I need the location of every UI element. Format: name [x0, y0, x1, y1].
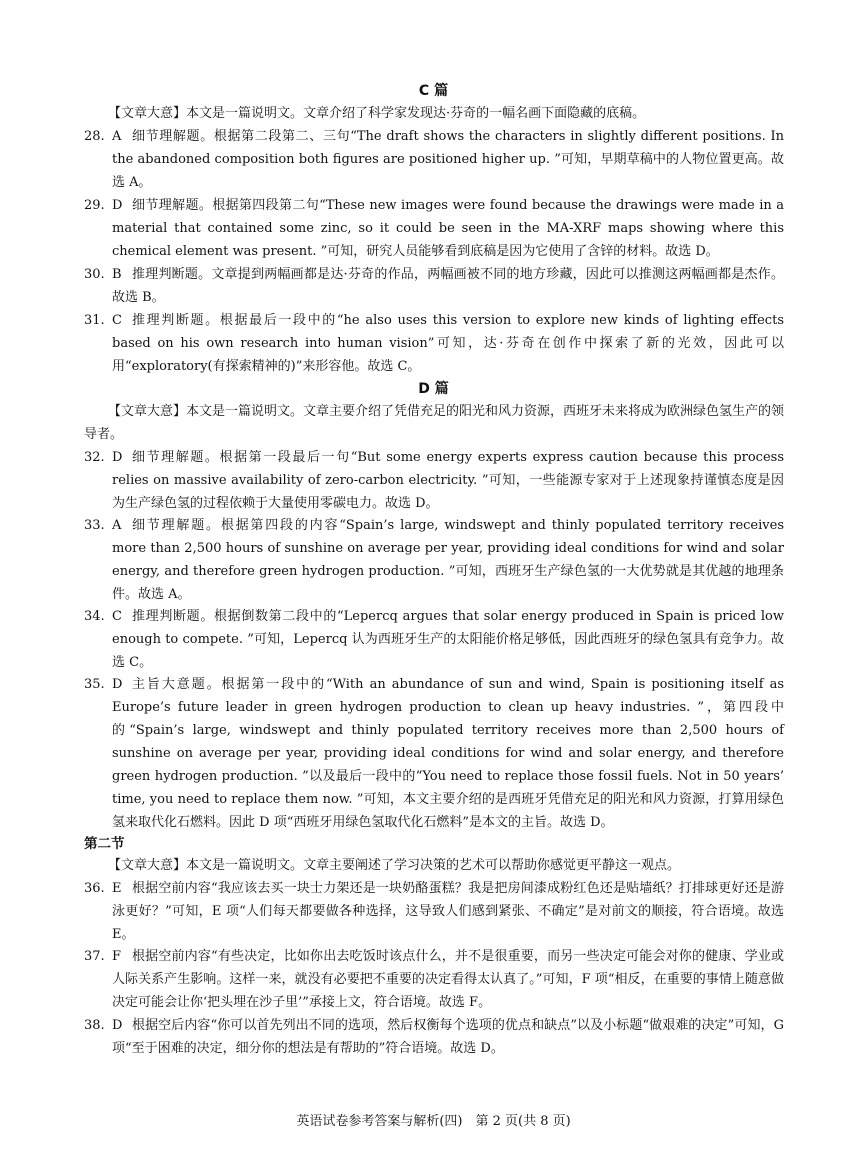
item-number: 32. [84, 450, 105, 465]
item-explanation: 推理判断题。根据最后一段中的“he also uses this version to explore new kinds of lighting effects based on his own research into human vision”可知，达·芬奇在创作中探索了新的光效，因此可以用“exploratory(有探索精神的)”来形容他。故选 C。 [112, 313, 784, 374]
item-explanation: 细节理解题。根据第四段第二句“These new images were found because the drawings were made in a material that contained some zinc, so it could be seen in the MA-XRF maps showing where this chemical element was present. ”可知，研究人员能够看到底稿是因为它使用了含锌的材料。故选 D。 [112, 198, 784, 259]
item-answer: C [112, 609, 122, 624]
answer-item-33 [84, 514, 784, 606]
answer-item-36 [84, 877, 784, 946]
section-d-summary: 【文章大意】本文是一篇说明文。文章主要介绍了凭借充足的阳光和风力资源，西班牙未来将成为欧洲绿色氢生产的领导者。 [84, 404, 785, 442]
item-number: 33. [84, 518, 105, 533]
answer-item-32 [84, 446, 784, 515]
part2-summary: 【文章大意】本文是一篇说明文。文章主要阐述了学习决策的艺术可以帮助你感觉更平静这一观点。 [108, 858, 681, 873]
item-explanation: 根据空后内容“你可以首先列出不同的选项，然后权衡每个选项的优点和缺点”以及小标题“做艰难的决定”可知，G 项“至于困难的决定，细分你的想法是有帮助的”符合语境。故选 D。 [112, 1018, 784, 1056]
item-explanation: 细节理解题。根据第二段第二、三句“The draft shows the characters in slightly different positions. In the abandoned composition both figures are positioned higher up. ”可知，早期草稿中的人物位置更高。故选 A。 [112, 129, 784, 190]
item-explanation: 细节理解题。根据第四段的内容“Spain’s large, windswept and thinly populated territory receives more than 2,500 hours of sunshine on average per year, providing ideal conditions for wind and solar energy, and therefore green hydrogen production. ”可知，西班牙生产绿色氢的一大优势就是其优越的地理条件。故选 A。 [112, 518, 784, 602]
item-number: 30. [84, 267, 105, 282]
answer-item-37 [84, 945, 784, 1014]
section-c-summary: 【文章大意】本文是一篇说明文。文章介绍了科学家发现达·芬奇的一幅名画下面隐藏的底稿。 [108, 106, 646, 121]
section-title-d: D 篇 [418, 381, 449, 397]
item-answer: A [112, 518, 122, 533]
item-number: 36. [84, 881, 105, 896]
item-explanation: 根据空前内容“我应该去买一块士力架还是一块奶酪蛋糕？我是把房间漆成粉红色还是贴墙纸？打排球更好还是游泳更好？”可知，E 项“人们每天都要做各种选择，这导致人们感到紧张、不确定”是对前文的顺接，符合语境。故选 E。 [112, 881, 784, 942]
section-title-part2: 第二节 [84, 836, 125, 852]
page-footer: 英语试卷参考答案与解析(四) 第 2 页(共 8 页) [296, 1114, 571, 1129]
item-explanation: 根据空前内容“有些决定，比如你出去吃饭时该点什么，并不是很重要，而另一些决定可能会对你的健康、学业或人际关系产生影响。这样一来，就没有必要把不重要的决定看得太认真了。”可知，F 项“相反，在重要的事情上随意做决定可能会让你‘把头埋在沙子里’”承接上文，符合语境。故选 F。 [112, 949, 784, 1010]
item-explanation: 主旨大意题。根据第一段中的“With an abundance of sun and wind, Spain is positioning itself as Europe’s future leader in green hydrogen production to clean up heavy industries. ”，第四段中的“Spain’s large, windswept and thinly populated territory receives more than 2,500 hours of sunshine on average per year, providing ideal conditions for wind and solar energy, and therefore green hydrogen production. ”以及最后一段中的“You need to replace those fossil fuels. Not in 50 years’ time, you need to replace them now. ”可知，本文主要介绍的是西班牙凭借充足的阳光和风力资源，打算用绿色氢来取代化石燃料。因此 D 项“西班牙用绿色氢取代化石燃料”是本文的主旨。故选 D。 [112, 677, 784, 830]
answer-item-34 [84, 605, 784, 674]
answer-item-35 [84, 673, 784, 834]
item-explanation: 推理判断题。根据倒数第二段中的“Lepercq argues that solar energy produced in Spain is priced low enough to compete. ”可知，Lepercq 认为西班牙生产的太阳能价格足够低，因此西班牙的绿色氢具有竞争力。故选 C。 [112, 609, 784, 670]
answer-item-30 [84, 263, 784, 309]
item-answer: D [112, 198, 123, 213]
item-number: 29. [84, 198, 105, 213]
item-answer: B [112, 267, 122, 282]
item-answer: E [112, 881, 122, 896]
item-explanation: 推理判断题。文章提到两幅画都是达·芬奇的作品，两幅画被不同的地方珍藏，因此可以推测这两幅画都是杰作。故选 B。 [112, 267, 784, 305]
item-number: 35. [84, 677, 105, 692]
item-number: 31. [84, 313, 105, 328]
item-number: 37. [84, 949, 105, 964]
answer-item-29 [84, 194, 784, 263]
item-answer: A [112, 129, 122, 144]
answer-item-31 [84, 309, 784, 378]
answer-item-28 [84, 125, 784, 194]
answer-item-38 [84, 1014, 784, 1060]
item-answer: F [112, 949, 122, 964]
item-answer: D [112, 677, 123, 692]
item-number: 28. [84, 129, 105, 144]
item-explanation: 细节理解题。根据第一段最后一句“But some energy experts express caution because this process relies on massive availability of zero-carbon electricity. ”可知，一些能源专家对于上述现象持谨慎态度是因为生产绿色氢的过程依赖于大量使用零碳电力。故选 D。 [112, 450, 784, 511]
item-number: 34. [84, 609, 105, 624]
item-answer: D [112, 450, 123, 465]
section-title-c: C 篇 [418, 83, 449, 99]
item-answer: C [112, 313, 122, 328]
item-answer: D [112, 1018, 123, 1033]
item-number: 38. [84, 1018, 105, 1033]
